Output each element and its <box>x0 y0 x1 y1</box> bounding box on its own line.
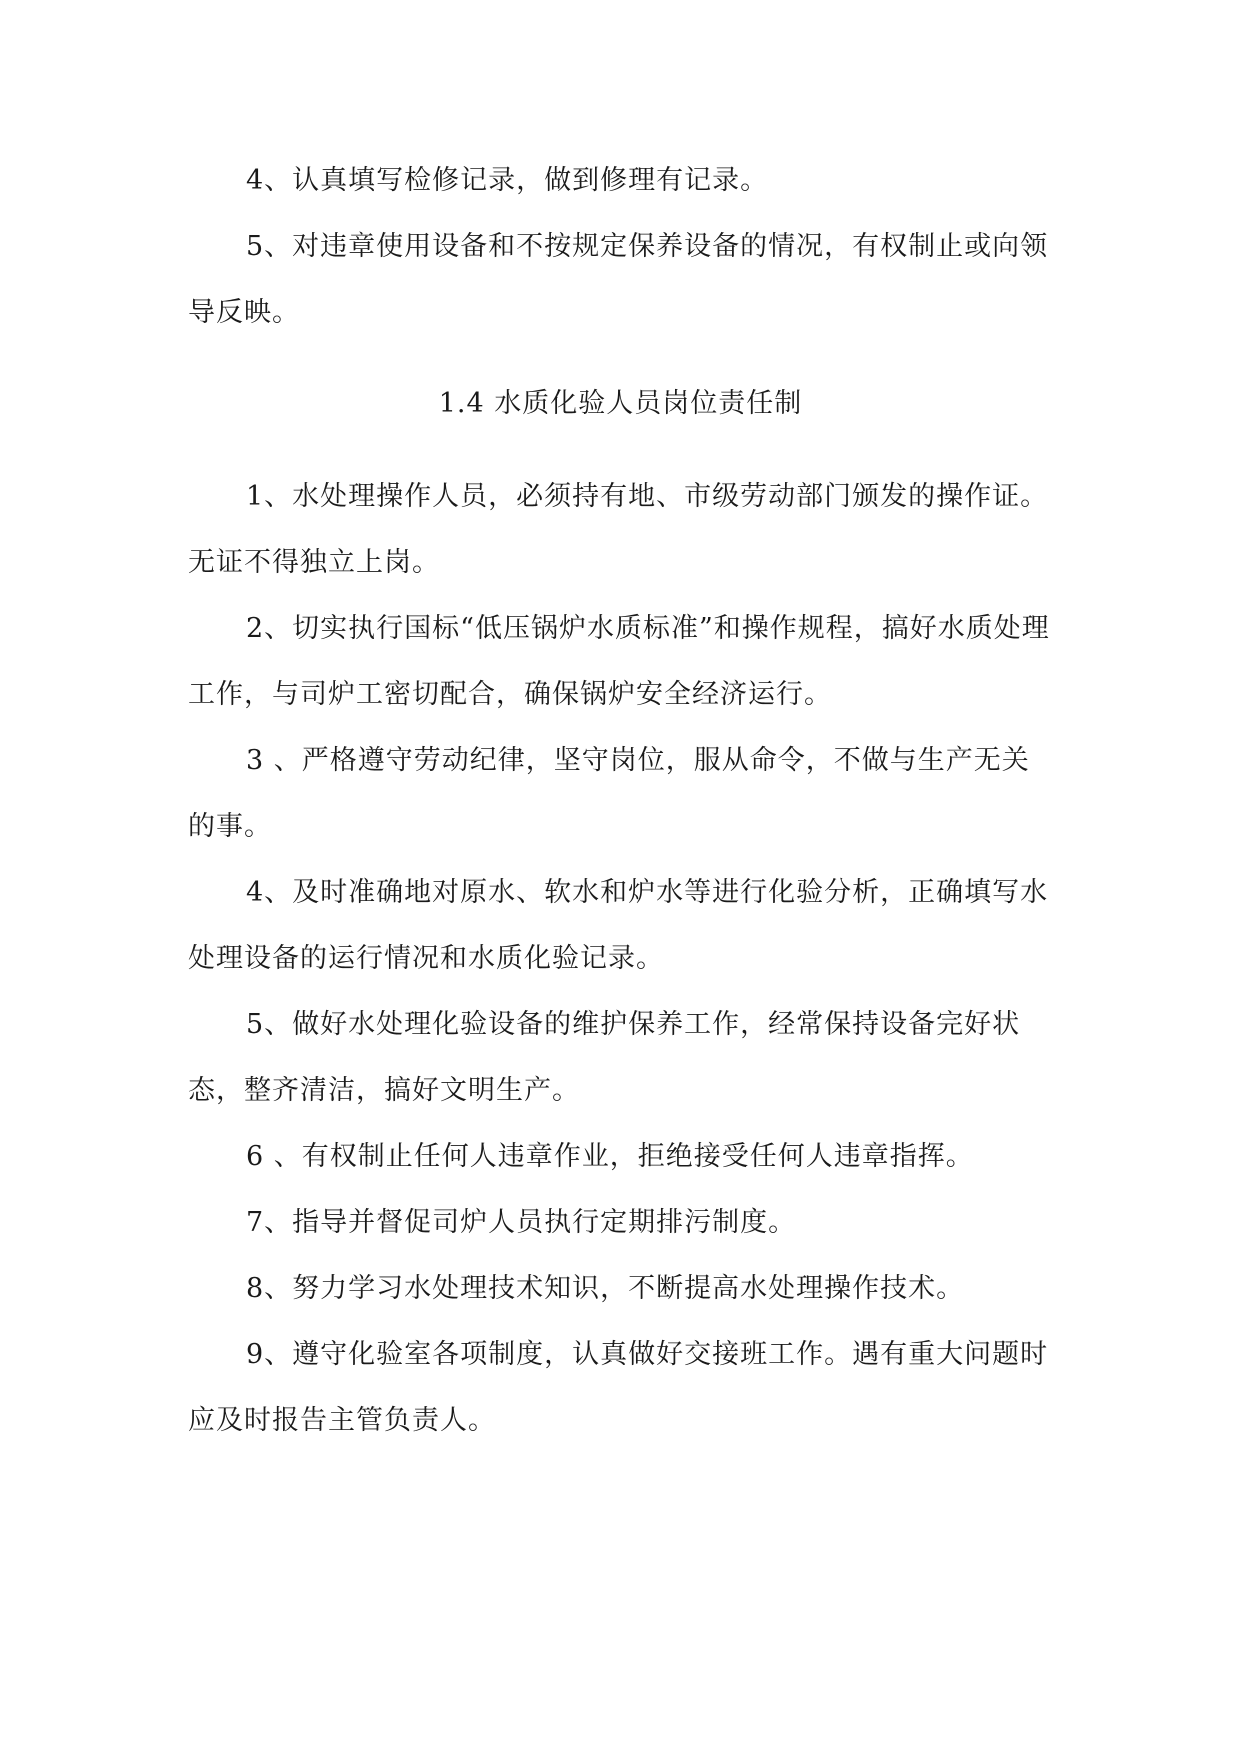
list-item: 4、认真填写检修记录，做到修理有记录。 <box>246 165 769 196</box>
list-item: 9、遵守化验室各项制度，认真做好交接班工作。遇有重大问题时应及时报告主管负责人。 <box>188 1339 1049 1436</box>
list-item: 5、做好水处理化验设备的维护保养工作，经常保持设备完好状态，整齐清洁，搞好文明生产。 <box>188 1009 1021 1106</box>
list-item: 2、切实执行国标“低压锅炉水质标准”和操作规程，搞好水质处理工作，与司炉工密切配合，确保锅炉安全经济运行。 <box>188 613 1050 710</box>
list-item: 5、对违章使用设备和不按规定保养设备的情况，有权制止或向领导反映。 <box>188 231 1049 328</box>
list-item: 3 、严格遵守劳动纪律，坚守岗位，服从命令，不做与生产无关的事。 <box>188 745 1030 842</box>
previous-section-list <box>188 148 1056 346</box>
list-item: 6 、有权制止任何人违章作业，拒绝接受任何人违章指挥。 <box>246 1141 974 1172</box>
list-item: 7、指导并督促司炉人员执行定期排污制度。 <box>246 1207 797 1238</box>
list-item: 4、及时准确地对原水、软水和炉水等进行化验分析，正确填写水处理设备的运行情况和水质化验记录。 <box>188 877 1049 974</box>
section-title: 1.4 水质化验人员岗位责任制 <box>438 388 803 419</box>
list-item: 8、努力学习水处理技术知识，不断提高水处理操作技术。 <box>246 1273 965 1304</box>
list-item: 1、水处理操作人员，必须持有地、市级劳动部门颁发的操作证。无证不得独立上岗。 <box>188 481 1049 578</box>
section-list <box>188 464 1056 1454</box>
